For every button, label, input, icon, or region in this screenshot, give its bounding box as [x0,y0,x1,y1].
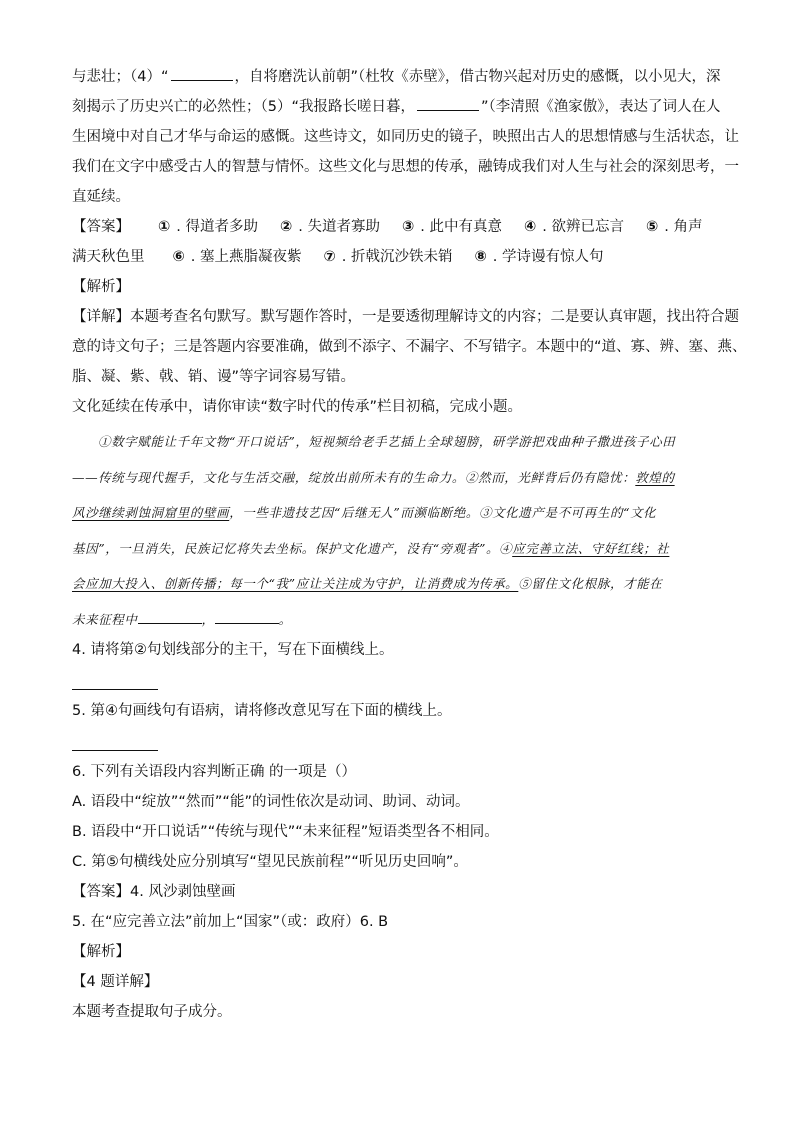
reading-passage [72,426,732,635]
text-segment: 刻揭示了历史兴亡的必然性；（5）“我报路长嗟日暮， [72,99,415,115]
passage-line: ——传统与现代握手，文化与生活交融，绽放出前所未有的生命力。②然而，光鲜背后仍有隐忧：敦煌的 [72,469,675,485]
text-line: 直延续。 [72,189,130,205]
passage-line: ①数字赋能让千年文物“开口说话”，短视频给老手艺插上全球翅膀，研学游把戏曲种子撒进孩子心田 [98,434,676,449]
underlined-text: 风沙继续剥蚀洞窟里的壁画 [72,505,230,520]
passage-line: 未来征程中 ， 。 [72,611,292,627]
analysis-line: 脂、凝、紫、戟、销、谩”等字词容易写错。 [72,369,356,385]
document-page [72,62,747,1027]
underlined-text: 敦煌的 [635,469,675,485]
answer-item: ① . 得道者多助 [158,219,258,235]
answer-item: ⑥ . 塞上燕脂凝夜紫 [172,249,302,265]
fill-blank [138,611,202,624]
section-intro: 文化延续在传承中，请你审读“数字时代的传承”栏目初稿，完成小题。 [72,399,523,415]
analysis-line: 【详解】本题考查名句默写。默写题作答时，一是要透彻理解诗文的内容；二是要认真审题，找出符合题 [72,309,739,325]
text-segment: ”（李清照《渔家傲》，表达了词人在人 [481,99,721,115]
question-6: 6. 下列有关语段内容判断正确 的一项是（） [72,764,357,780]
question-4: 4. 请将第②句划线部分的主干，写在下面横线上。 [72,642,394,658]
option-c: C. 第⑤句横线处应分别填写“望见民族前程”“听见历史回响”。 [72,854,468,870]
underlined-text: 会应加大投入、创新传播；每一个“我”应让关注成为守护，让消费成为传承。 [72,576,519,591]
answer-item: ⑤ . 角声 [646,219,703,235]
answer-item: 满天秋色里 [72,249,145,265]
analysis-line: 意的诗文句子；三是答题内容要准确，做到不添字、不漏字、不写错字。本题中的“道、寡、辨、塞、燕、 [72,339,747,355]
analysis-line: 本题考查提取句子成分。 [72,1004,232,1020]
text-line [72,62,732,92]
option-b: B. 语段中“开口说话”“传统与现代”“未来征程”短语类型各不相同。 [72,824,499,840]
text-line: 生困境中对自己才华与命运的感慨。这些诗文，如同历史的镜子，映照出古人的思想情感与生活状态，让 [72,129,739,145]
answer-line [72,212,732,242]
answer-item: ② . 失道者寡助 [280,219,380,235]
answer-item: ③ . 此中有真意 [402,219,502,235]
answer-item: ⑧ . 学诗谩有惊人句 [474,249,604,265]
passage-line: 会应加大投入、创新传播；每一个“我”应让关注成为守护，让消费成为传承。⑤留住文化根脉，才能在 [72,576,663,591]
question-5: 5. 第④句画线句有语病，请将修改意见写在下面的横线上。 [72,703,452,719]
analysis-label: 【解析】 [72,944,130,960]
answer-item: ④ . 欲辨已忘言 [524,219,624,235]
subquestion-heading: 【4 题详解】 [72,974,159,990]
answer-item: ⑦ . 折戟沉沙铁未销 [323,249,453,265]
text-line: 我们在文字中感受古人的智慧与情怀。这些文化与思想的传承，融铸成我们对人生与社会的深刻思考，一 [72,159,739,175]
analysis-label: 【解析】 [72,279,130,295]
text-segment: ，自将磨洗认前朝”（杜牧《赤壁》，借古物兴起对历史的感慨，以小见大，深 [234,69,721,85]
text-line [72,92,732,122]
passage-line: 基因”，一旦消失，民族记忆将失去坐标。保护文化遗产，没有“旁观者”。④应完善立法、守好红线；社 [72,540,670,556]
answer-label: 【答案】 [72,219,130,235]
option-a: A. 语段中“绽放”“然而”“能”的词性依次是动词、助词、动词。 [72,794,470,810]
answer-line: 5. 在“应完善立法”前加上“国家”（或：政府）6. B [72,914,389,930]
passage-line: 风沙继续剥蚀洞窟里的壁画，一些非遗技艺因“后继无人”而濒临断绝。③文化遗产是不可再生的“文化 [72,505,657,520]
fill-blank [417,96,479,111]
fill-blank [171,66,233,81]
answer-line [72,242,732,272]
fill-blank [215,611,279,624]
answer-blank-line [72,726,158,751]
answer-line: 【答案】4. 风沙剥蚀壁画 [72,884,236,900]
underlined-text: 应完善立法、守好红线；社 [512,540,670,556]
text-segment: 与悲壮；（4）“ [72,69,169,85]
answer-blank-line [72,665,158,690]
